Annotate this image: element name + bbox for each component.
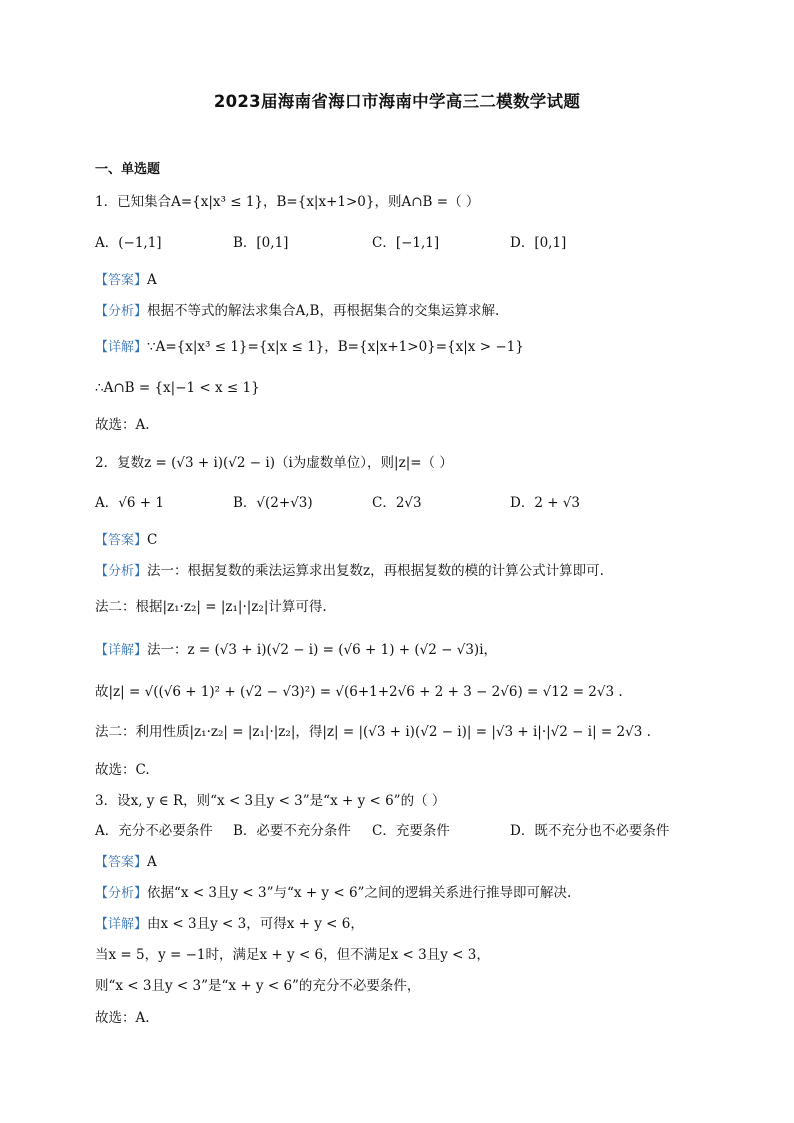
page-title: 2023届海南省海口市海南中学高三二模数学试题	[213, 92, 581, 111]
q1-option-d: D．[0,1]	[510, 235, 567, 251]
q2-detail-line3: 法二：利用性质|z₁·z₂| = |z₁|·|z₂|，得|z| = |(√3 + i)(√2 − i)| = |√3 + i|·|√2 − i| = 2√3 .	[95, 724, 651, 740]
analysis-text: 法一：根据复数的乘法运算求出复数z，再根据复数的模的计算公式计算即可.	[147, 563, 604, 579]
section-heading: 一、单选题	[95, 162, 161, 177]
q3-answer	[95, 852, 157, 873]
detail-text: 法一：z = (√3 + i)(√2 − i) = (√6 + 1) + (√2 − √3)i，	[147, 642, 498, 658]
q2-stem: 2．复数z = (√3 + i)(√2 − i)（i为虚数单位），则|z|=（ ）	[95, 455, 453, 471]
q1-analysis	[95, 301, 499, 322]
q1-option-a: A．(−1,1]	[95, 235, 162, 251]
answer-value: C	[147, 532, 158, 548]
q1-option-c: C．[−1,1]	[372, 235, 440, 251]
q1-stem: 1．已知集合A={x|x³ ≤ 1}，B={x|x+1>0}，则A∩B =（ ）	[95, 194, 480, 210]
q2-option-b: B．√(2+√3)	[233, 495, 313, 511]
q1-detail-line2: ∴A∩B = {x|−1 < x ≤ 1}	[95, 380, 260, 396]
q2-conclusion: 故选：C.	[95, 762, 150, 778]
detail-text: ∵A={x|x³ ≤ 1}={x|x ≤ 1}，B={x|x+1>0}={x|x > −1}	[147, 339, 524, 355]
q1-conclusion: 故选：A.	[95, 417, 150, 433]
analysis-text: 根据不等式的解法求集合A,B，再根据集合的交集运算求解.	[147, 303, 500, 319]
q2-option-d: D．2 + √3	[510, 495, 580, 511]
q2-option-a: A．√6 + 1	[95, 495, 164, 511]
q3-option-c: C．充要条件	[372, 823, 450, 839]
q2-detail	[95, 640, 497, 661]
q3-analysis	[95, 883, 571, 904]
detail-text: 由x < 3且y < 3，可得x + y < 6，	[147, 916, 364, 932]
answer-tag: 【答案】	[95, 273, 148, 288]
answer-value: A	[147, 854, 157, 870]
q3-option-b: B．必要不充分条件	[233, 823, 351, 839]
q3-detail-line2: 当x = 5，y = −1时，满足x + y < 6，但不满足x < 3且y < 3，	[95, 947, 490, 963]
answer-value: A	[147, 272, 157, 288]
analysis-tag: 【分析】	[95, 886, 148, 901]
analysis-tag: 【分析】	[95, 304, 148, 319]
analysis-text: 依据“x < 3且y < 3”与“x + y < 6”之间的逻辑关系进行推导即可解决.	[147, 885, 572, 901]
q1-detail	[95, 337, 524, 358]
q3-option-a: A．充分不必要条件	[95, 823, 213, 839]
q2-analysis-line2: 法二：根据|z₁·z₂| = |z₁|·|z₂|计算可得.	[95, 599, 327, 615]
detail-tag: 【详解】	[95, 643, 148, 658]
q3-detail-line3: 则“x < 3且y < 3”是“x + y < 6”的充分不必要条件，	[95, 978, 421, 994]
detail-tag: 【详解】	[95, 340, 148, 355]
q3-option-d: D．既不充分也不必要条件	[510, 823, 670, 839]
answer-tag: 【答案】	[95, 855, 148, 870]
q3-detail	[95, 914, 364, 935]
q3-stem: 3．设x, y ∈ R，则“x < 3且y < 3”是“x + y < 6”的（ ）	[95, 793, 446, 809]
q1-answer	[95, 270, 157, 291]
q2-option-c: C．2√3	[372, 495, 422, 511]
q2-answer	[95, 530, 157, 551]
q2-analysis	[95, 561, 604, 582]
detail-tag: 【详解】	[95, 917, 148, 932]
q1-option-b: B．[0,1]	[233, 235, 289, 251]
answer-tag: 【答案】	[95, 533, 148, 548]
q3-conclusion: 故选：A.	[95, 1010, 150, 1026]
analysis-tag: 【分析】	[95, 564, 148, 579]
q2-detail-line2: 故|z| = √((√6 + 1)² + (√2 − √3)²) = √(6+1+2√6 + 2 + 3 − 2√6) = √12 = 2√3 .	[95, 684, 623, 700]
